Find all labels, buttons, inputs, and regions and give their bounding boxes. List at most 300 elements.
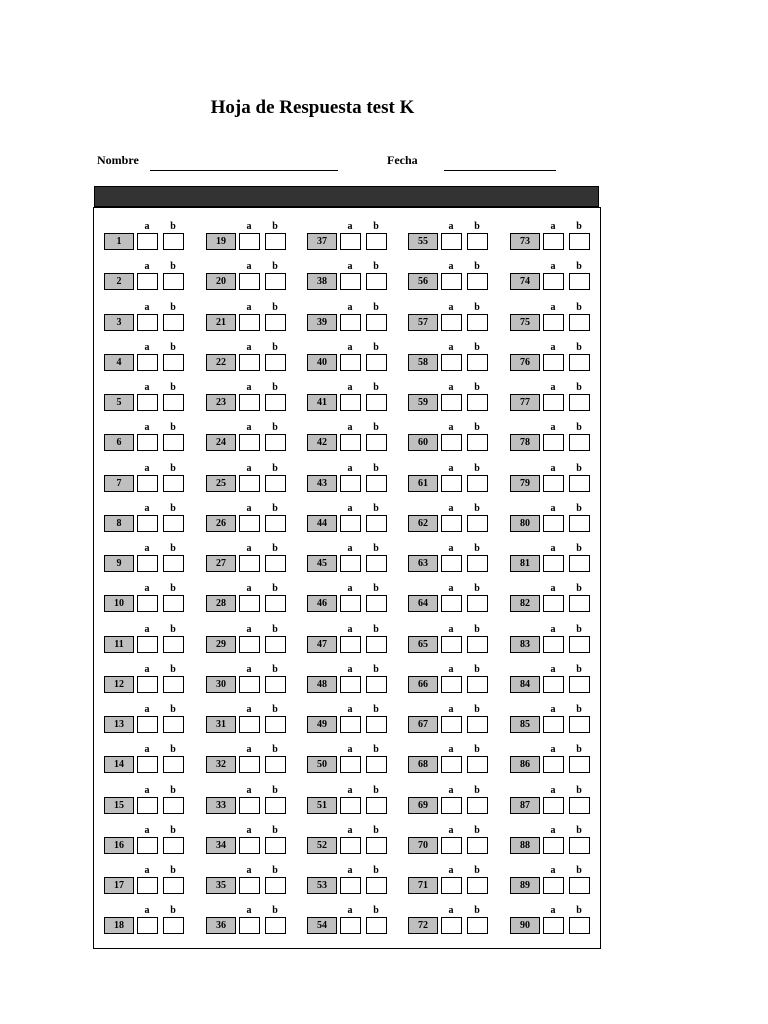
answer-box-b[interactable] — [366, 515, 387, 532]
answer-box-a[interactable] — [137, 756, 158, 773]
option-b-label: b — [272, 784, 278, 796]
question-row — [307, 624, 403, 664]
question-number: 70 — [408, 837, 438, 854]
option-b-label: b — [272, 744, 278, 756]
option-a-label: a — [347, 744, 353, 756]
option-a-label: a — [246, 301, 252, 313]
answer-box-a[interactable] — [543, 314, 564, 331]
option-a-label: a — [550, 824, 556, 836]
answer-box-b[interactable] — [265, 676, 286, 693]
answer-box-a[interactable] — [441, 475, 462, 492]
answer-box-b[interactable] — [163, 716, 184, 733]
answer-box-b[interactable] — [467, 434, 488, 451]
option-a-label: a — [550, 663, 556, 675]
option-a-label: a — [144, 583, 150, 595]
answer-box-b[interactable] — [467, 756, 488, 773]
option-b-label: b — [474, 543, 480, 554]
answer-box-b[interactable] — [163, 314, 184, 331]
question-number: 68 — [408, 756, 438, 773]
answer-box-b[interactable] — [265, 555, 286, 572]
answer-box-a[interactable] — [137, 394, 158, 411]
option-a-label: a — [550, 261, 556, 273]
option-b-label: b — [576, 341, 582, 353]
question-number: 30 — [206, 676, 236, 693]
answer-box-b[interactable] — [163, 354, 184, 371]
answer-box-b[interactable] — [163, 676, 184, 693]
answer-box-b[interactable] — [366, 797, 387, 814]
question-row — [206, 463, 302, 503]
question-row — [510, 342, 606, 382]
answer-box-a[interactable] — [239, 797, 260, 814]
option-b-label: b — [170, 824, 176, 836]
answer-box-b[interactable] — [569, 354, 590, 371]
answer-box-a[interactable] — [239, 314, 260, 331]
answer-box-a[interactable] — [137, 475, 158, 492]
question-row — [307, 905, 403, 945]
answer-box-b[interactable] — [265, 797, 286, 814]
answer-box-b[interactable] — [163, 595, 184, 612]
answer-box-a[interactable] — [543, 716, 564, 733]
answer-box-b[interactable] — [569, 716, 590, 733]
answer-box-a[interactable] — [543, 354, 564, 371]
question-number: 85 — [510, 716, 540, 733]
question-row — [307, 825, 403, 865]
answer-box-b[interactable] — [569, 837, 590, 854]
answer-box-a[interactable] — [441, 273, 462, 290]
name-field[interactable] — [150, 170, 338, 171]
option-b-label: b — [474, 422, 480, 434]
answer-box-b[interactable] — [163, 756, 184, 773]
question-row — [307, 382, 403, 422]
answer-box-a[interactable] — [340, 394, 361, 411]
answer-box-b[interactable] — [163, 475, 184, 492]
question-row — [510, 704, 606, 744]
option-a-label: a — [448, 744, 454, 756]
answer-box-b[interactable] — [366, 837, 387, 854]
answer-box-a[interactable] — [543, 434, 564, 451]
answer-box-b[interactable] — [467, 233, 488, 250]
answer-box-b[interactable] — [366, 273, 387, 290]
option-a-label: a — [448, 784, 454, 796]
answer-box-a[interactable] — [239, 394, 260, 411]
answer-box-b[interactable] — [467, 917, 488, 934]
option-a-label: a — [246, 221, 252, 232]
answer-box-b[interactable] — [265, 314, 286, 331]
answer-box-a[interactable] — [441, 394, 462, 411]
answer-box-b[interactable] — [569, 676, 590, 693]
question-number: 39 — [307, 314, 337, 331]
question-number: 22 — [206, 354, 236, 371]
answer-box-b[interactable] — [467, 354, 488, 371]
answer-box-b[interactable] — [265, 233, 286, 250]
option-a-label: a — [448, 543, 454, 554]
answer-box-b[interactable] — [569, 394, 590, 411]
answer-box-a[interactable] — [239, 676, 260, 693]
answer-box-a[interactable] — [239, 475, 260, 492]
option-b-label: b — [272, 663, 278, 675]
option-b-label: b — [474, 341, 480, 353]
answer-box-a[interactable] — [239, 555, 260, 572]
answer-box-b[interactable] — [163, 434, 184, 451]
option-a-label: a — [144, 905, 150, 917]
question-row — [408, 785, 504, 825]
answer-box-b[interactable] — [163, 273, 184, 290]
option-a-label: a — [550, 905, 556, 917]
answer-box-b[interactable] — [163, 837, 184, 854]
answer-box-b[interactable] — [265, 756, 286, 773]
question-row — [510, 221, 606, 261]
answer-box-a[interactable] — [543, 595, 564, 612]
question-number: 25 — [206, 475, 236, 492]
answer-box-b[interactable] — [366, 917, 387, 934]
option-a-label: a — [246, 663, 252, 675]
option-a-label: a — [448, 704, 454, 715]
answer-box-b[interactable] — [366, 756, 387, 773]
answer-box-a[interactable] — [543, 877, 564, 894]
answer-box-a[interactable] — [137, 716, 158, 733]
question-row — [408, 664, 504, 704]
option-b-label: b — [474, 824, 480, 836]
answer-box-a[interactable] — [340, 475, 361, 492]
answer-box-b[interactable] — [569, 756, 590, 773]
answer-box-b[interactable] — [569, 434, 590, 451]
answer-box-a[interactable] — [137, 676, 158, 693]
option-b-label: b — [170, 623, 176, 635]
option-b-label: b — [474, 382, 480, 393]
question-row — [408, 503, 504, 543]
option-a-label: a — [144, 663, 150, 675]
answer-box-a[interactable] — [137, 636, 158, 653]
option-a-label: a — [144, 261, 150, 273]
answer-box-a[interactable] — [543, 273, 564, 290]
question-row — [206, 704, 302, 744]
answer-box-b[interactable] — [467, 273, 488, 290]
answer-box-a[interactable] — [441, 756, 462, 773]
answer-box-a[interactable] — [137, 434, 158, 451]
answer-box-a[interactable] — [340, 797, 361, 814]
question-row — [510, 503, 606, 543]
option-b-label: b — [373, 221, 379, 232]
answer-box-a[interactable] — [137, 797, 158, 814]
option-a-label: a — [550, 382, 556, 393]
answer-box-b[interactable] — [467, 595, 488, 612]
answer-box-a[interactable] — [340, 636, 361, 653]
answer-box-b[interactable] — [265, 595, 286, 612]
question-row — [206, 744, 302, 784]
option-b-label: b — [373, 502, 379, 514]
question-row — [206, 825, 302, 865]
answer-box-b[interactable] — [569, 797, 590, 814]
answer-box-b[interactable] — [163, 917, 184, 934]
answer-box-b[interactable] — [265, 716, 286, 733]
answer-box-a[interactable] — [137, 314, 158, 331]
question-number: 43 — [307, 475, 337, 492]
option-a-label: a — [550, 583, 556, 595]
answer-box-b[interactable] — [265, 636, 286, 653]
option-a-label: a — [144, 502, 150, 514]
option-a-label: a — [448, 341, 454, 353]
answer-box-b[interactable] — [265, 434, 286, 451]
question-number: 78 — [510, 434, 540, 451]
option-b-label: b — [373, 301, 379, 313]
answer-box-a[interactable] — [441, 917, 462, 934]
option-b-label: b — [373, 382, 379, 393]
answer-box-b[interactable] — [163, 877, 184, 894]
answer-box-a[interactable] — [441, 434, 462, 451]
answer-box-a[interactable] — [340, 515, 361, 532]
answer-box-b[interactable] — [467, 676, 488, 693]
answer-box-a[interactable] — [137, 595, 158, 612]
option-b-label: b — [272, 905, 278, 917]
answer-box-a[interactable] — [441, 716, 462, 733]
answer-box-b[interactable] — [467, 475, 488, 492]
option-b-label: b — [474, 462, 480, 474]
answer-box-b[interactable] — [569, 636, 590, 653]
option-b-label: b — [170, 865, 176, 876]
answer-box-a[interactable] — [239, 877, 260, 894]
question-row — [206, 382, 302, 422]
question-row — [104, 463, 200, 503]
option-b-label: b — [576, 422, 582, 434]
answer-box-b[interactable] — [366, 877, 387, 894]
answer-box-a[interactable] — [441, 636, 462, 653]
question-row — [206, 624, 302, 664]
question-number: 53 — [307, 877, 337, 894]
question-number: 27 — [206, 555, 236, 572]
question-number: 40 — [307, 354, 337, 371]
answer-box-a[interactable] — [441, 314, 462, 331]
answer-box-a[interactable] — [239, 434, 260, 451]
answer-box-b[interactable] — [569, 233, 590, 250]
option-b-label: b — [576, 663, 582, 675]
option-a-label: a — [144, 744, 150, 756]
option-b-label: b — [170, 905, 176, 917]
option-a-label: a — [144, 543, 150, 554]
answer-box-b[interactable] — [467, 716, 488, 733]
answer-box-b[interactable] — [163, 233, 184, 250]
question-number: 61 — [408, 475, 438, 492]
answer-box-b[interactable] — [569, 877, 590, 894]
answer-box-b[interactable] — [265, 354, 286, 371]
answer-box-b[interactable] — [163, 515, 184, 532]
answer-box-b[interactable] — [366, 314, 387, 331]
answer-box-a[interactable] — [137, 917, 158, 934]
answer-box-a[interactable] — [340, 716, 361, 733]
answer-box-b[interactable] — [366, 475, 387, 492]
answer-box-b[interactable] — [265, 515, 286, 532]
answer-box-a[interactable] — [239, 756, 260, 773]
answer-box-b[interactable] — [467, 636, 488, 653]
question-number: 26 — [206, 515, 236, 532]
answer-box-b[interactable] — [366, 354, 387, 371]
answer-box-a[interactable] — [543, 636, 564, 653]
answer-box-a[interactable] — [441, 555, 462, 572]
answer-box-b[interactable] — [569, 595, 590, 612]
answer-box-a[interactable] — [239, 595, 260, 612]
question-number: 32 — [206, 756, 236, 773]
answer-box-a[interactable] — [441, 877, 462, 894]
answer-box-a[interactable] — [340, 877, 361, 894]
answer-box-a[interactable] — [239, 636, 260, 653]
question-row — [408, 302, 504, 342]
date-field[interactable] — [444, 170, 556, 171]
answer-box-b[interactable] — [366, 636, 387, 653]
option-a-label: a — [347, 382, 353, 393]
answer-box-b[interactable] — [265, 273, 286, 290]
option-b-label: b — [474, 583, 480, 595]
option-b-label: b — [373, 824, 379, 836]
option-a-label: a — [448, 221, 454, 232]
question-row — [510, 463, 606, 503]
answer-box-a[interactable] — [340, 273, 361, 290]
answer-box-a[interactable] — [137, 233, 158, 250]
question-number: 35 — [206, 877, 236, 894]
answer-box-b[interactable] — [163, 636, 184, 653]
option-a-label: a — [246, 543, 252, 554]
answer-box-b[interactable] — [569, 515, 590, 532]
question-number: 17 — [104, 877, 134, 894]
question-number: 3 — [104, 314, 134, 331]
answer-box-a[interactable] — [137, 877, 158, 894]
answer-box-a[interactable] — [340, 434, 361, 451]
question-row — [104, 704, 200, 744]
answer-box-a[interactable] — [543, 233, 564, 250]
answer-box-a[interactable] — [543, 475, 564, 492]
answer-box-b[interactable] — [265, 837, 286, 854]
name-label: Nombre — [97, 153, 139, 167]
option-b-label: b — [474, 261, 480, 273]
answer-box-b[interactable] — [467, 314, 488, 331]
option-a-label: a — [448, 422, 454, 434]
answer-box-a[interactable] — [340, 354, 361, 371]
answer-box-a[interactable] — [543, 756, 564, 773]
answer-box-a[interactable] — [543, 917, 564, 934]
answer-box-a[interactable] — [137, 515, 158, 532]
question-number: 44 — [307, 515, 337, 532]
answer-box-b[interactable] — [467, 797, 488, 814]
answer-box-b[interactable] — [366, 434, 387, 451]
answer-box-a[interactable] — [340, 555, 361, 572]
answer-box-b[interactable] — [265, 394, 286, 411]
question-row — [408, 624, 504, 664]
answer-box-a[interactable] — [543, 555, 564, 572]
question-row — [104, 825, 200, 865]
answer-box-a[interactable] — [239, 716, 260, 733]
answer-box-b[interactable] — [467, 555, 488, 572]
answer-box-b[interactable] — [265, 877, 286, 894]
question-number: 86 — [510, 756, 540, 773]
option-a-label: a — [347, 784, 353, 796]
option-a-label: a — [246, 502, 252, 514]
answer-box-a[interactable] — [543, 515, 564, 532]
answer-box-b[interactable] — [366, 595, 387, 612]
answer-box-a[interactable] — [340, 595, 361, 612]
answer-box-a[interactable] — [137, 354, 158, 371]
answer-box-a[interactable] — [239, 233, 260, 250]
answer-box-a[interactable] — [239, 273, 260, 290]
answer-box-a[interactable] — [137, 555, 158, 572]
answer-box-a[interactable] — [441, 797, 462, 814]
answer-box-a[interactable] — [543, 797, 564, 814]
answer-box-a[interactable] — [137, 273, 158, 290]
question-row — [510, 905, 606, 945]
question-row — [206, 865, 302, 905]
answer-box-a[interactable] — [441, 354, 462, 371]
question-number: 13 — [104, 716, 134, 733]
answer-box-a[interactable] — [340, 676, 361, 693]
option-b-label: b — [170, 221, 176, 232]
option-a-label: a — [246, 261, 252, 273]
answer-box-b[interactable] — [569, 475, 590, 492]
answer-box-b[interactable] — [467, 837, 488, 854]
answer-box-b[interactable] — [265, 475, 286, 492]
option-a-label: a — [144, 221, 150, 232]
answer-box-a[interactable] — [239, 354, 260, 371]
answer-box-b[interactable] — [569, 273, 590, 290]
answer-box-a[interactable] — [441, 595, 462, 612]
answer-box-b[interactable] — [366, 394, 387, 411]
answer-box-b[interactable] — [163, 797, 184, 814]
answer-box-b[interactable] — [265, 917, 286, 934]
question-number: 41 — [307, 394, 337, 411]
question-number: 83 — [510, 636, 540, 653]
answer-box-a[interactable] — [441, 837, 462, 854]
answer-box-a[interactable] — [543, 676, 564, 693]
question-number: 19 — [206, 233, 236, 250]
answer-box-a[interactable] — [441, 676, 462, 693]
answer-box-a[interactable] — [340, 314, 361, 331]
option-b-label: b — [170, 543, 176, 554]
answer-box-a[interactable] — [340, 917, 361, 934]
option-a-label: a — [347, 663, 353, 675]
answer-box-b[interactable] — [569, 917, 590, 934]
answer-box-b[interactable] — [366, 716, 387, 733]
answer-box-b[interactable] — [467, 515, 488, 532]
question-row — [206, 342, 302, 382]
question-row — [408, 905, 504, 945]
answer-box-a[interactable] — [239, 515, 260, 532]
answer-box-b[interactable] — [569, 555, 590, 572]
answer-box-a[interactable] — [340, 756, 361, 773]
answer-box-a[interactable] — [340, 233, 361, 250]
answer-box-b[interactable] — [366, 555, 387, 572]
answer-box-b[interactable] — [467, 877, 488, 894]
option-b-label: b — [576, 744, 582, 756]
answer-box-a[interactable] — [441, 515, 462, 532]
answer-box-a[interactable] — [239, 917, 260, 934]
option-b-label: b — [474, 221, 480, 232]
option-b-label: b — [373, 784, 379, 796]
answer-box-b[interactable] — [569, 314, 590, 331]
answer-box-a[interactable] — [239, 837, 260, 854]
answer-box-b[interactable] — [467, 394, 488, 411]
question-row — [510, 664, 606, 704]
question-number: 76 — [510, 354, 540, 371]
answer-box-b[interactable] — [366, 233, 387, 250]
answer-box-a[interactable] — [441, 233, 462, 250]
answer-box-a[interactable] — [543, 394, 564, 411]
option-a-label: a — [550, 502, 556, 514]
answer-box-a[interactable] — [137, 837, 158, 854]
option-a-label: a — [246, 382, 252, 393]
answer-box-a[interactable] — [340, 837, 361, 854]
answer-box-b[interactable] — [366, 676, 387, 693]
option-b-label: b — [272, 422, 278, 434]
answer-box-a[interactable] — [543, 837, 564, 854]
answer-box-b[interactable] — [163, 394, 184, 411]
option-b-label: b — [272, 583, 278, 595]
answer-box-b[interactable] — [163, 555, 184, 572]
